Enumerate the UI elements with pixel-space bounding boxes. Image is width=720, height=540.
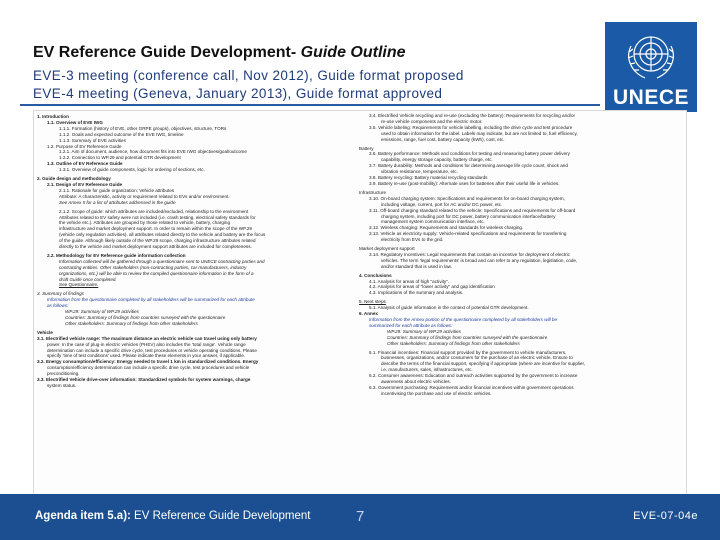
outline-line: 3.14. Regulatory Incentives: Legal requirements that contain an incentive for deployment of electric (369, 251, 570, 257)
outline-line: emissions, range, fuel cost, battery capacity (kWh), cost, etc. (381, 136, 505, 142)
outline-line: 3.11. Off-board charging standard related to the vehicle: Specifications and requirements for off-board (369, 207, 576, 213)
outline-line: 1.1.1. Formation (history of EVE, other GRPE groups), objectives, structure, TORs (59, 125, 227, 131)
outline-line: See Annex II for a list of attributes addressed in the guide (59, 199, 176, 205)
footer-agenda (35, 510, 311, 522)
outline-line: WP.29: Summary of WP.29 activities (387, 328, 461, 334)
un-emblem-icon (621, 26, 681, 86)
unece-logo-text: UNECE (612, 86, 689, 109)
outline-line: including voltage, current, port for AC and/or DC power, etc. (381, 201, 503, 207)
outline-line: 3.10. On-board charging system: Specifications and requirements for on-board charging system, (369, 195, 565, 201)
outline-line: system status. (47, 382, 77, 388)
outline-line: 1.2.1. Aim of document, audience, how document fits into EVE IWG objectives/goal/outcome (59, 149, 247, 155)
outline-line: summarized for each attribute as follows: (369, 322, 453, 328)
footer-agenda-label: Agenda item 5.a): (35, 510, 131, 522)
outline-line: 3.8. Battery recycling: Battery material recycling standards (369, 175, 488, 181)
outline-line: infrastructure and market deployment support. In order to remain within the scope of the WP.29 (59, 226, 252, 232)
outline-line: directly to the vehicle and market deployment support attributes are included for completeness. (59, 244, 252, 250)
outline-line: determination can include a specific drive cycle, test procedures or vehicle operating conditions. Please (47, 347, 257, 353)
outline-line: Other stakeholders: Summary of findings from other stakeholders (387, 340, 520, 346)
outline-line: 3.5. Vehicle labeling: Requirements for vehicle labelling, including the drive cycle and test procedure (369, 124, 573, 130)
outline-line: Countries: Summary of findings from countries surveyed with the questionnaire (387, 334, 548, 340)
title-em: Guide Outline (300, 44, 406, 61)
outline-line: 2.1.1. Rationale for guide organization: Vehicle attributes (59, 187, 175, 193)
outline-line: 1.2.2. Connection to WP.29 and potential GTR development (59, 155, 181, 161)
outline-line: 4.1. Analysis for areas of high "activity". (369, 278, 450, 284)
outline-line: 3.12. Wireless charging: Requirements and standards for wireless charging. (369, 225, 524, 231)
footer-agenda-text: EV Reference Guide Development (130, 510, 311, 522)
page-number: 7 (356, 508, 365, 525)
outline-line: capability, energy storage capacity, battery charge, etc. (381, 157, 493, 163)
outline-line: Vehicle (37, 329, 53, 335)
outline-line: 3.3. Electrified Vehicle drive-over information: Standardized symbols for system warnings, charge (37, 377, 251, 383)
outline-line: charging system, including port for DC power, battery communication interface/battery (381, 213, 556, 219)
outline-line: draft Guide once completed. (59, 276, 117, 282)
outline-line: 4. Conclusions (359, 272, 392, 278)
outline-line: i.e. manufacturers, sales, infrastructures, etc. (381, 367, 473, 373)
outline-line: Infrastructure (359, 189, 387, 195)
outline-line: and/or standard that is used in law. (381, 263, 452, 269)
slide-title (33, 44, 406, 62)
document-code: EVE-07-04e (633, 510, 698, 522)
outline-line: consumption/efficiency determination can include a specific drive cycle, test procedures and vehicle (47, 365, 250, 371)
outline-right-column (359, 113, 674, 397)
outline-line: management system communication interface, etc. (381, 219, 485, 225)
outline-line: (vehicle only regulation activities), all attributes related directly to the vehicle and battery are the focus (59, 232, 266, 238)
outline-line: 2.1. Design of EV Reference Guide (47, 181, 123, 187)
outline-line: contracting entities. Other stakeholders (non-contracting parties, car manufacturers, industry (59, 264, 247, 270)
footer-bar (0, 494, 720, 540)
outline-line: 5. Next steps (359, 299, 386, 305)
outline-line: Other stakeholders: Summary of findings from other stakeholders (65, 320, 198, 326)
outline-line: vehicles. The term 'legal requirements' is broad and can refer to any regulation, legislation, code, (381, 257, 578, 263)
title-rule (20, 104, 600, 106)
outline-line: 1.1.2. Goals and expected outcome of the EVE IWG, timeline (59, 131, 184, 137)
title-main: EV Reference Guide Development- (33, 44, 301, 61)
subtitle-eve3: EVE-3 meeting (conference call, Nov 2012), Guide format proposed (33, 68, 464, 83)
outline-line: re-use vehicle components and the electric motor. (381, 118, 483, 124)
outline-line: vibration resistance, temperature, etc. (381, 169, 458, 175)
outline-line: specify 'time of test conditions' used. Please indicate these elements in your answer, if applicable. (47, 353, 246, 359)
outline-line: 2.1.2. Scope of guide: which attributes are included/excluded, relationship to the environment (59, 208, 249, 214)
outline-left-column (37, 114, 352, 389)
outline-line: organizations, etc.) will be able to review the compiled questionnaire information in the form of a (59, 270, 254, 276)
outline-line: 3.1. Electrified vehicle range: The maximum distance an electric vehicle can travel using only battery (37, 335, 257, 341)
outline-line: incentivising the purchase and use of electric vehicles. (381, 390, 492, 396)
outline-line: 3.13. Vehicle as electricity supply: Vehicle-related specifications and requirements for transferring (369, 231, 567, 237)
outline-line: 1.3. Outline of EV Reference Guide (47, 161, 123, 167)
outline-line: 2.2. Methodology for EV Reference guide information collection (47, 252, 186, 258)
outline-line: electricity from EVs to the grid. (381, 237, 444, 243)
outline-line: power. In the case of plug-in electric vehicles (PHEV) also includes the 'total range'. Vehicle range (47, 341, 246, 347)
outline-line: of the guide. Although likely outside of the WP.29 scope, charging infrastructure attributes related (59, 238, 256, 244)
outline-line: 3.2. Energy consumption/efficiency: Energy needed to travel 1 km in standardized conditions. Energy (37, 359, 259, 365)
outline-line: Information from the Annex portion of the questionnaire completed by all stakeholders will be (369, 317, 558, 322)
outline-line: 4.3. Implications of the summary and analysis. (369, 290, 464, 296)
outline-line: 3.6. Battery performance: Methods and conditions for testing and measuring battery power delivery (369, 151, 570, 157)
outline-line: Attributes related to EV safety were not included (i.e. crash testing, electrical safety standards for (59, 214, 256, 220)
outline-line: 1.3.1. Overview of guide components, logic for ordering of sections, etc. (59, 167, 205, 173)
outline-line: Information from the questionnaire completed by all stakeholders will be summarized for each attribute (47, 297, 255, 303)
outline-line: 2. Guide design and methodology (37, 176, 111, 182)
outline-line: awareness about electric vehicles. (381, 379, 451, 385)
outline-line: 3. Summary of findings (37, 291, 84, 297)
subtitle-eve4: EVE-4 meeting (Geneva, January 2013), Guide format approved (33, 86, 443, 101)
outline-line: Countries: Summary of findings from countries surveyed with the questionnaire (65, 315, 226, 320)
outline-line: as follows: (47, 303, 69, 309)
outline-line: 3.7. Battery durability: Methods and conditions for determining average life cycle count, shock and (369, 163, 568, 169)
outline-line: businesses, organizations, and/or consumers for the purchase of an electric vehicle. Ensure to (381, 355, 573, 361)
outline-line: preconditioning. (47, 371, 80, 377)
outline-line: 1. Introduction (37, 114, 69, 119)
outline-line: Information collected will be gathered through a questionnaire sent to UNECE contracting parties and (59, 258, 265, 264)
outline-line: 1.1.3. Summary of EVE activities (59, 137, 126, 143)
outline-line: used to obtain information for the label. Labels may indicate, but are not limited to, fuel efficiency, (381, 130, 578, 136)
outline-line: 6.2. Consumer awareness: Education and outreach activities supported by the government to increase (369, 373, 578, 379)
outline-line: the vehicle etc.). Attributes are grouped by those related to vehicle, battery, charging (59, 220, 231, 226)
outline-line: 3.4. Electrified Vehicle recycling and re-use (excluding the battery): Requirements for recycling and/or (369, 113, 576, 118)
guide-outline-document (33, 110, 687, 495)
unece-logo (605, 22, 697, 112)
outline-line: See Questionnaire. (59, 282, 99, 288)
outline-line: WP.29: Summary of WP.29 activities (65, 309, 139, 315)
outline-line: 6.3. Government purchasing: Requirements and/or financial incentives within government operations (369, 384, 574, 390)
outline-line: 1.2. Purpose of EV Reference Guide (47, 143, 122, 149)
outline-line: 3.9. Battery re-use (post-mobility): Alternate uses for batteries after their useful life in vehicles. (369, 180, 560, 186)
outline-line: 4.2. Analysis for areas of "lower activity" and gap identification (369, 284, 495, 290)
outline-line: Market deployment support (359, 246, 415, 252)
outline-line: Attribute: A characteristic, activity or requirement related to EVs and/or environment. (59, 193, 230, 199)
outline-line: 5.1. Analysis of guide information in the context of potential GTR development. (369, 305, 529, 311)
outline-line: 6.1. Financial incentives: Financial support provided by the government to vehicle manufacturers, (369, 349, 567, 355)
outline-line: 1.1. Overview of EVE IWG (47, 119, 103, 125)
outline-line: Battery (359, 145, 374, 151)
outline-line: describe the terms of the financial support, specifying if appropriate (where are incentive for supplier, (381, 361, 586, 367)
outline-line: 6. Annex (359, 311, 378, 317)
